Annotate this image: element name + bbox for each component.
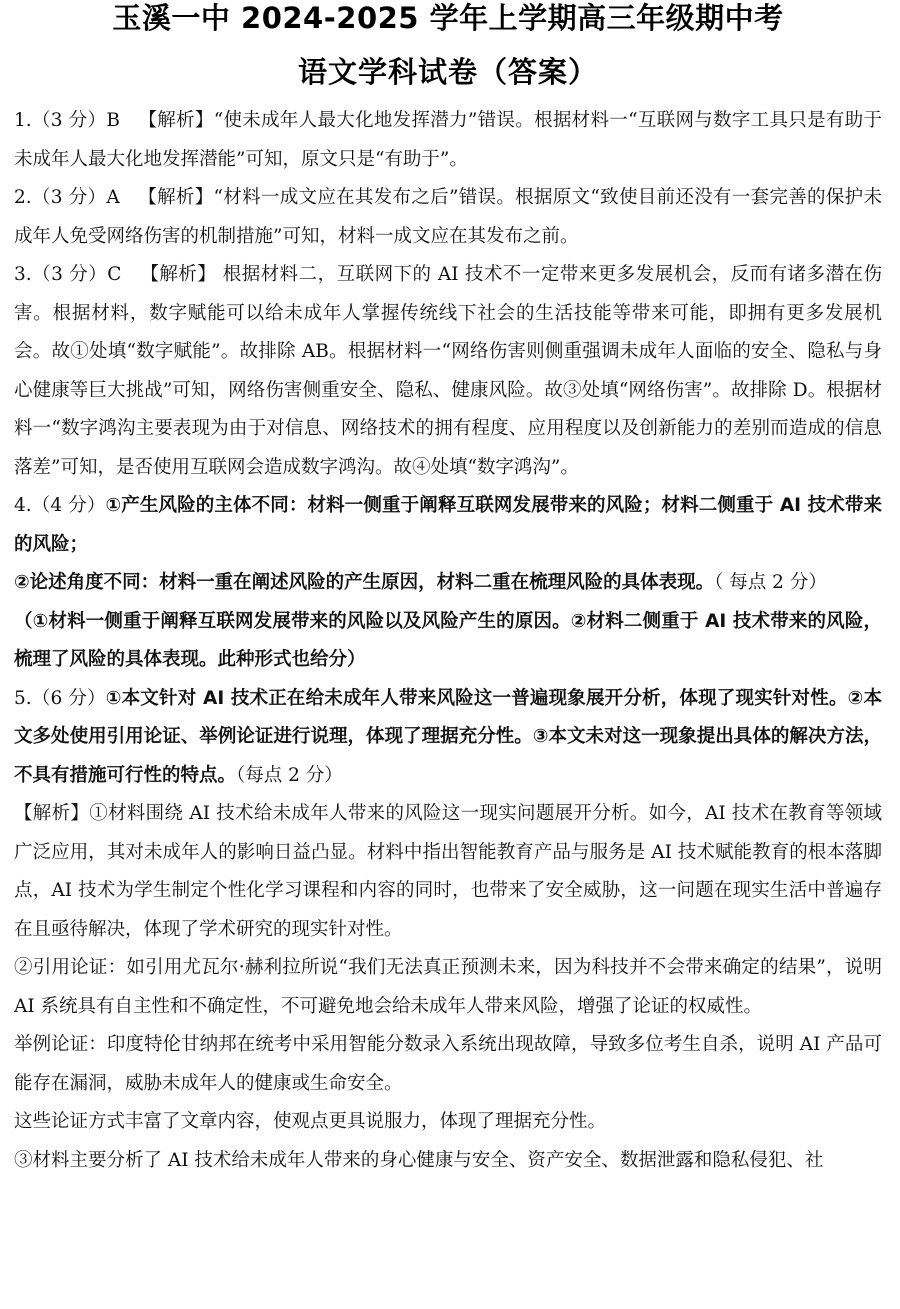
q4-point-1: ①产生风险的主体不同：材料一侧重于阐释互联网发展带来的风险；材料二侧重于 AI 技术带来的风险； [14,495,882,555]
page-title: 玉溪一中 2024-2025 学年上学期高三年级期中考 [112,1,784,35]
q5-answer: ①本文针对 AI 技术正在给未成年人带来风险这一普遍现象展开分析，体现了现实针对性。②本文多处使用引用论证、举例论证进行说理，体现了理据充分性。③本文未对这一现象提出具体的解决方法，不具有措施可行性的特点。 [14,687,882,786]
q4-alternative: （①材料一侧重于阐释互联网发展带来的风险以及风险产生的原因。②材料二侧重于 AI 技术带来的风险，梳理了风险的具体表现。此种形式也给分） [14,610,882,670]
q5-analysis-4: 这些论证方式丰富了文章内容，使观点更具说服力，体现了理据充分性。 [14,1111,607,1132]
q5-analysis-5: ③材料主要分析了 AI 技术给未成年人带来的身心健康与安全、资产安全、数据泄露和隐私侵犯、社 [14,1149,824,1171]
q5-number: 5.（6 分） [14,687,106,709]
answer-q2 [14,179,882,256]
answer-content [14,102,882,1180]
q5-analysis-2: ②引用论证：如引用尤瓦尔·赫利拉所说“我们无法真正预测未来，因为科技并不会带来确定的结果”，说明 AI 系统具有自主性和不确定性，不可避免地会给未成年人带来风险，增强了论证的权威性。 [14,957,882,1017]
q5-analysis-3: 举例论证：印度特伦甘纳邦在统考中采用智能分数录入系统出现故障，导致多位考生自杀，说明 AI 产品可能存在漏洞，威胁未成年人的健康或生命安全。 [14,1034,882,1094]
answer-q1 [14,102,882,179]
q2-analysis: 【解析】“材料一成文应在其发布之后”错误。根据原文“致使目前还没有一套完善的保护未成年人免受网络伤害的机制措施”可知，材料一成文应在其发布之前。 [14,187,882,247]
q5-score-note: （每点 2 分） [236,764,343,786]
answer-q3 [14,256,882,487]
q1-analysis: 【解析】“使未成年人最大化地发挥潜力”错误。根据材料一“互联网与数字工具只是有助于未成年人最大化地发挥潜能”可知，原文只是“有助于”。 [14,110,882,170]
q1-number: 1.（3 分）B [14,110,120,131]
q5-analysis-1: 【解析】①材料围绕 AI 技术给未成年人带来的风险这一现实问题展开分析。如今，AI 技术在教育等领域广泛应用，其对未成年人的影响日益凸显。材料中指出智能教育产品与服务是 AI 技术赋能教育的根本落脚点，AI 技术为学生制定个性化学习课程和内容的同时，也带来了安全威胁，这一问题在现实生活中普遍存在且亟待解决，体现了学术研究的现实针对性。 [14,803,882,940]
q4-point-2: ②论述角度不同：材料一重在阐述风险的产生原因，材料二重在梳理风险的具体表现。 [14,572,715,593]
answer-q5 [14,680,882,796]
q2-number: 2.（3 分）A [14,187,120,208]
q3-number: 3.（3 分）C [14,264,122,285]
answer-q4-point2 [14,564,882,603]
answer-q4 [14,487,882,564]
q4-score-note: （ 每点 2 分） [714,572,827,593]
q3-analysis: 【解析】 根据材料二，互联网下的 AI 技术不一定带来更多发展机会，反而有诸多潜在伤害。根据材料，数字赋能可以给未成年人掌握传统线下社会的生活技能等带来可能，即拥有更多发展机会。故①处填“数字赋能”。故排除 AB。根据材料一“网络伤害则侧重强调未成年人面临的安全、隐私与身心健康等巨大挑战”可知，网络伤害侧重安全、隐私、健康风险。故③处填“网络伤害”。故排除 D。根据材料一“数字鸿沟主要表现为由于对信息、网络技术的拥有程度、应用程度以及创新能力的差别而造成的信息落差”可知，是否使用互联网会造成数字鸿沟。故④处填“数字鸿沟”。 [14,264,882,478]
page-subtitle: 语文学科试卷（答案） [297,55,598,89]
answer-q4-alt [14,603,882,680]
q4-number: 4.（4 分） [14,495,106,516]
